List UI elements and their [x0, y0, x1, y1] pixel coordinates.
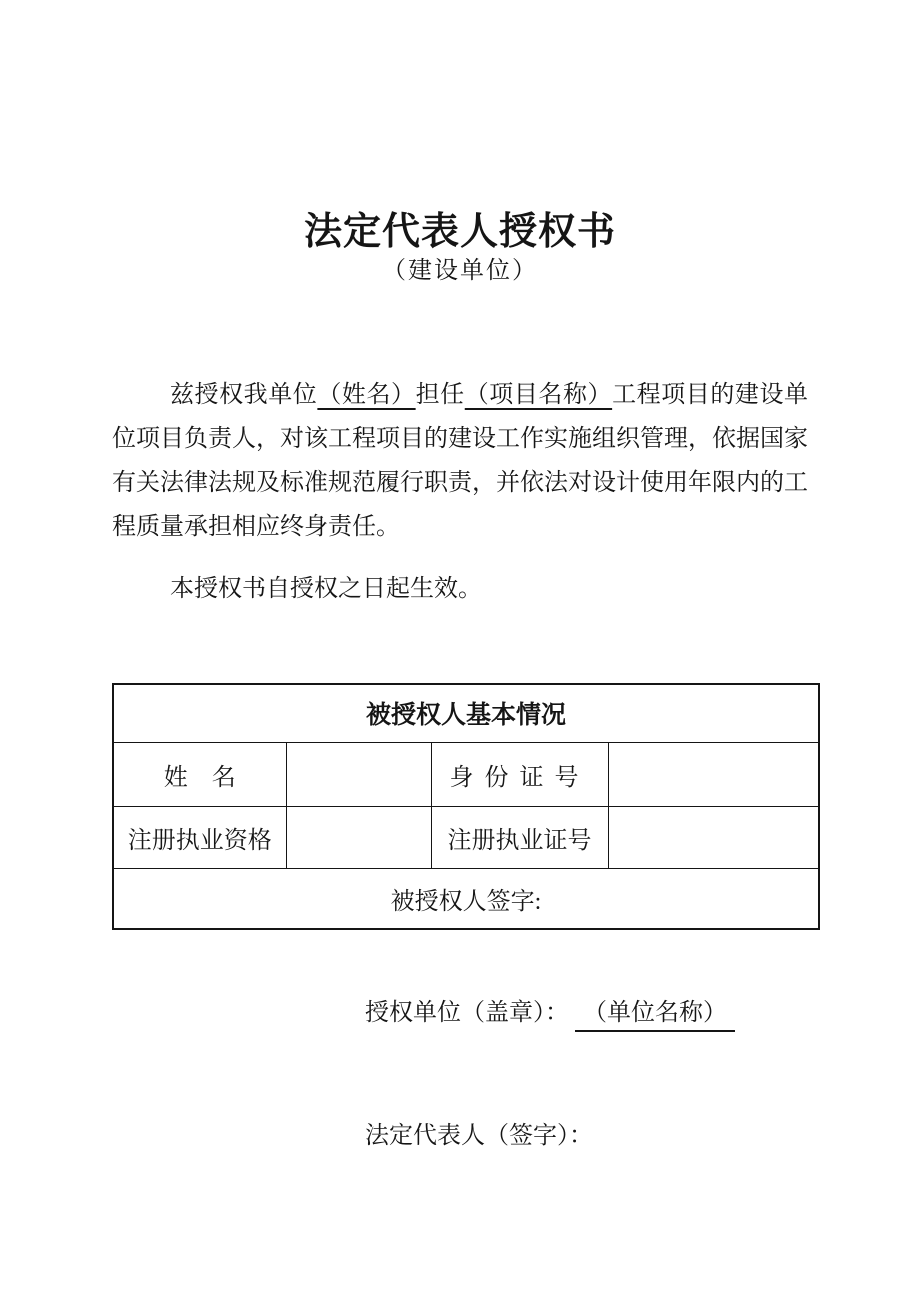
- id-number-label: 身份证号: [449, 764, 590, 791]
- paragraph1-lead: 兹授权我单位: [170, 382, 318, 408]
- paragraph1-rest: 工程项目的建设单位项目负责人，对该工程项目的建设工作实施组织管理，依据国家有关法律法规及标准规范履行职责，并依法对设计使用年限内的工程质量承担相应终身责任。: [112, 382, 809, 540]
- project-name-blank: （项目名称）: [464, 382, 613, 408]
- paragraph1-mid: 担任: [415, 382, 465, 408]
- authorized-person-signature-label[interactable]: 被授权人签字:: [113, 868, 819, 929]
- id-number-value-cell[interactable]: [608, 742, 819, 806]
- license-number-value-cell[interactable]: [608, 806, 819, 868]
- unit-name-blank: （单位名称）: [575, 996, 735, 1032]
- authorization-paragraph: [112, 373, 808, 549]
- name-value-cell[interactable]: [286, 742, 431, 806]
- license-number-label-cell: 注册执业证号: [431, 806, 608, 868]
- effective-date-paragraph: 本授权书自授权之日起生效。: [170, 576, 482, 602]
- signature-row: [113, 868, 819, 929]
- qualification-label-cell: 注册执业资格: [113, 806, 286, 868]
- page-title: 法定代表人授权书: [303, 211, 616, 254]
- authorizing-unit-line: [365, 996, 735, 1032]
- name-label-cell: 姓 名: [113, 742, 286, 806]
- authorized-person-info-table: [112, 683, 820, 930]
- id-number-label-cell: [431, 742, 608, 806]
- authorizing-unit-label: 授权单位（盖章）：: [365, 1000, 569, 1026]
- table-title: 被授权人基本情况: [113, 684, 819, 742]
- qualification-value-cell[interactable]: [286, 806, 431, 868]
- table-row: [113, 742, 819, 806]
- page-subtitle: （建设单位）: [382, 258, 538, 284]
- table-header-row: [113, 684, 819, 742]
- name-blank: （姓名）: [317, 382, 416, 408]
- table-row: [113, 806, 819, 868]
- legal-representative-signature-line: 法定代表人（签字）：: [365, 1123, 593, 1149]
